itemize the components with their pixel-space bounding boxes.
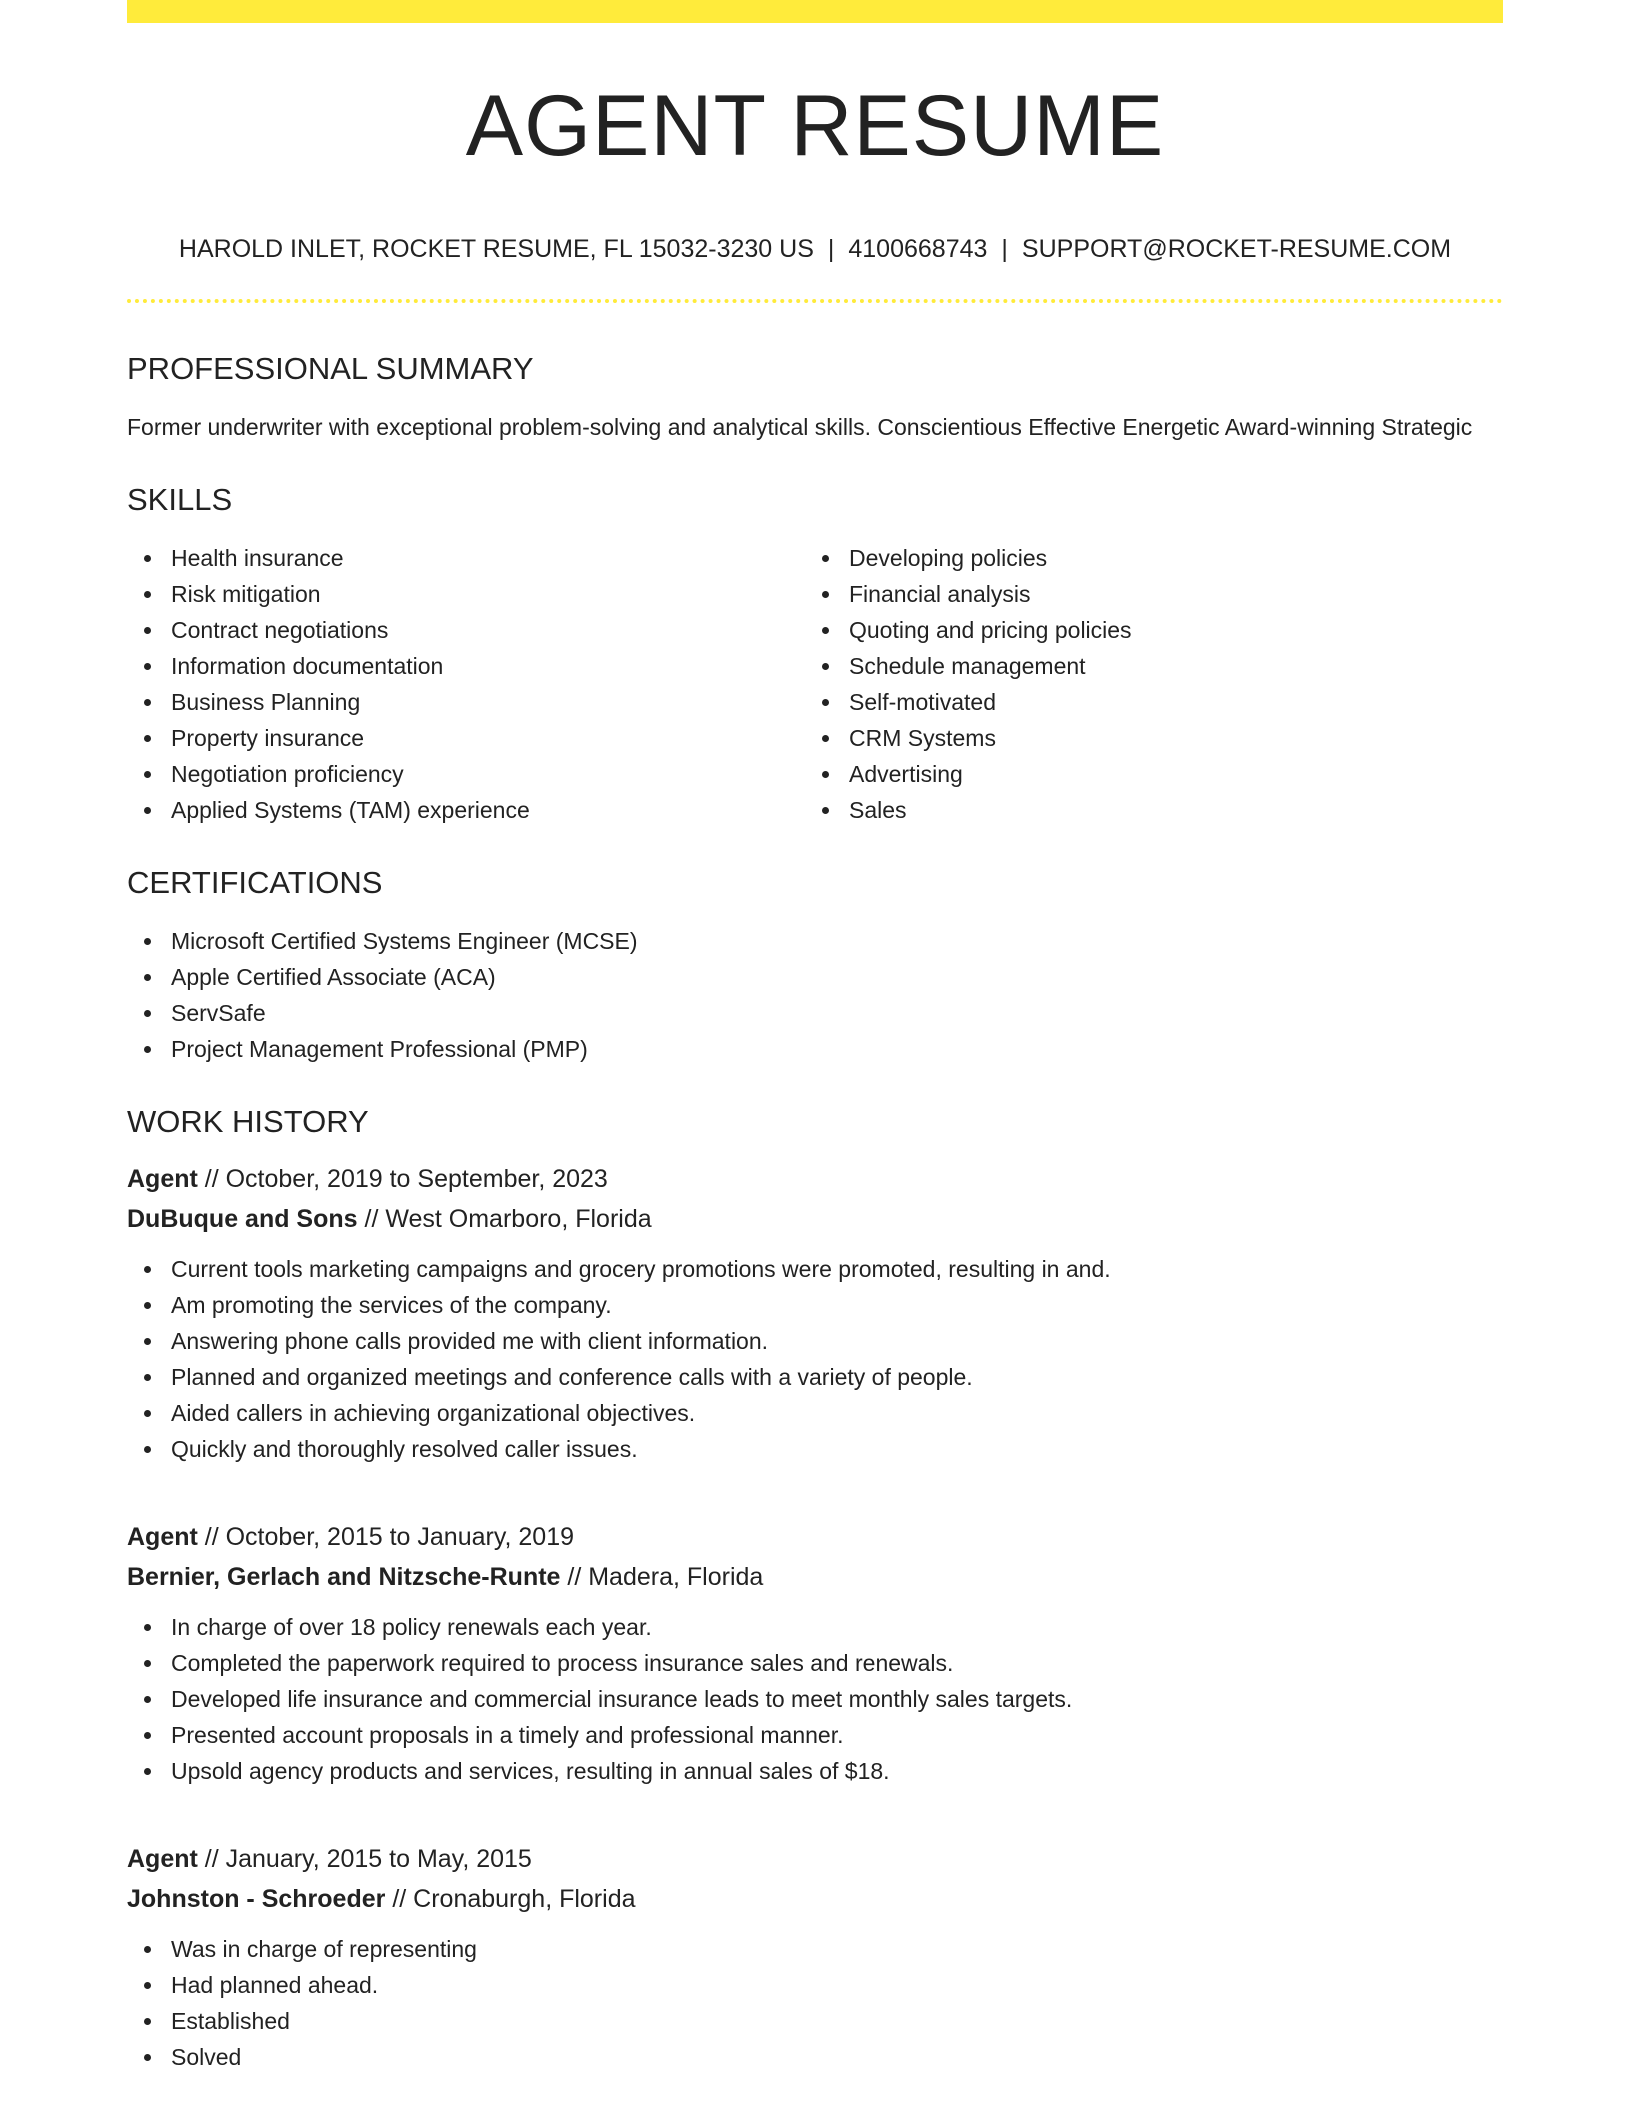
job-title-line [127,1159,1503,1199]
work-history-section [127,1106,1503,2075]
job-dates: // January, 2015 to May, 2015 [197,1845,532,1873]
job-dates: // October, 2015 to January, 2019 [197,1523,574,1551]
job-bullets [127,1251,1503,1467]
certification-item: Project Management Professional (PMP) [127,1031,1503,1067]
section-title-summary: PROFESSIONAL SUMMARY [127,351,534,386]
jobs-container [127,1159,1503,2075]
job-bullet: Quickly and thoroughly resolved caller issues. [127,1431,1503,1467]
job-bullet: Developed life insurance and commercial insurance leads to meet monthly sales targets. [127,1681,1503,1717]
skill-item: Property insurance [127,720,805,756]
job-bullet: Solved [127,2039,1503,2075]
job-title-line [127,1517,1503,1557]
skills-list-left [127,540,805,828]
job-role: Agent [127,1845,198,1873]
job-entry [127,1517,1503,1789]
skill-item: Schedule management [805,648,1483,684]
section-title-work-history: WORK HISTORY [127,1104,369,1139]
contact-address: HAROLD INLET, ROCKET RESUME, FL 15032-3230 US [178,235,814,263]
skill-item: CRM Systems [805,720,1483,756]
job-location: // West Omarboro, Florida [357,1205,652,1233]
skill-item: Quoting and pricing policies [805,612,1483,648]
job-role: Agent [127,1523,198,1551]
section-title-skills: SKILLS [127,482,233,517]
job-bullet: Presented account proposals in a timely and professional manner. [127,1717,1503,1753]
certification-item: Microsoft Certified Systems Engineer (MCSE) [127,923,1503,959]
certifications-list [127,923,1503,1067]
job-dates: // October, 2019 to September, 2023 [197,1165,608,1193]
skill-item: Negotiation proficiency [127,756,805,792]
contact-separator: | [1001,235,1008,263]
skill-item: Sales [805,792,1483,828]
job-bullet: Answering phone calls provided me with client information. [127,1323,1503,1359]
skill-item: Contract negotiations [127,612,805,648]
skill-item: Risk mitigation [127,576,805,612]
job-entry [127,1159,1503,1467]
dotted-divider [127,299,1503,303]
skill-item: Business Planning [127,684,805,720]
job-company-line [127,1199,1503,1239]
certifications-section [127,867,1503,1067]
job-bullet: Was in charge of representing [127,1931,1503,1967]
job-location: // Madera, Florida [560,1563,764,1591]
section-title-certifications: CERTIFICATIONS [127,865,383,900]
job-bullet: Upsold agency products and services, resulting in annual sales of $18. [127,1753,1503,1789]
job-entry [127,1839,1503,2075]
skill-item: Advertising [805,756,1483,792]
job-company: Bernier, Gerlach and Nitzsche-Runte [127,1563,561,1591]
contact-email: SUPPORT@ROCKET-RESUME.COM [1021,235,1452,263]
job-bullet: Planned and organized meetings and conference calls with a variety of people. [127,1359,1503,1395]
skills-column-right [805,540,1483,828]
certification-item: ServSafe [127,995,1503,1031]
job-bullet: Had planned ahead. [127,1967,1503,2003]
contact-line [127,237,1503,262]
job-company-line [127,1879,1503,1919]
job-bullets [127,1931,1503,2075]
skill-item: Applied Systems (TAM) experience [127,792,805,828]
skill-item: Self-motivated [805,684,1483,720]
job-bullet: Am promoting the services of the company. [127,1287,1503,1323]
summary-text: Former underwriter with exceptional problem-solving and analytical skills. Conscientious Effective Energetic Award-winning Strategic [127,414,1473,440]
job-bullet: In charge of over 18 policy renewals each year. [127,1609,1503,1645]
job-bullet: Current tools marketing campaigns and grocery promotions were promoted, resulting in and. [127,1251,1503,1287]
skills-column-left [127,540,805,828]
skill-item: Financial analysis [805,576,1483,612]
job-title-line [127,1839,1503,1879]
job-bullet: Aided callers in achieving organizational objectives. [127,1395,1503,1431]
summary-section [127,353,1503,445]
contact-separator: | [827,235,835,263]
job-bullets [127,1609,1503,1789]
job-company: Johnston - Schroeder [127,1885,386,1913]
job-role: Agent [127,1165,198,1193]
job-location: // Cronaburgh, Florida [385,1885,636,1913]
skill-item: Developing policies [805,540,1483,576]
skill-item: Health insurance [127,540,805,576]
accent-top-bar [127,0,1503,23]
resume-title: AGENT RESUME [465,78,1165,174]
skills-columns [127,540,1503,828]
skill-item: Information documentation [127,648,805,684]
skills-section [127,484,1503,828]
job-company: DuBuque and Sons [127,1205,358,1233]
job-company-line [127,1557,1503,1597]
resume-page [127,0,1503,2125]
job-bullet: Established [127,2003,1503,2039]
contact-phone: 4100668743 [848,235,988,263]
job-bullet: Completed the paperwork required to process insurance sales and renewals. [127,1645,1503,1681]
certification-item: Apple Certified Associate (ACA) [127,959,1503,995]
skills-list-right [805,540,1483,828]
